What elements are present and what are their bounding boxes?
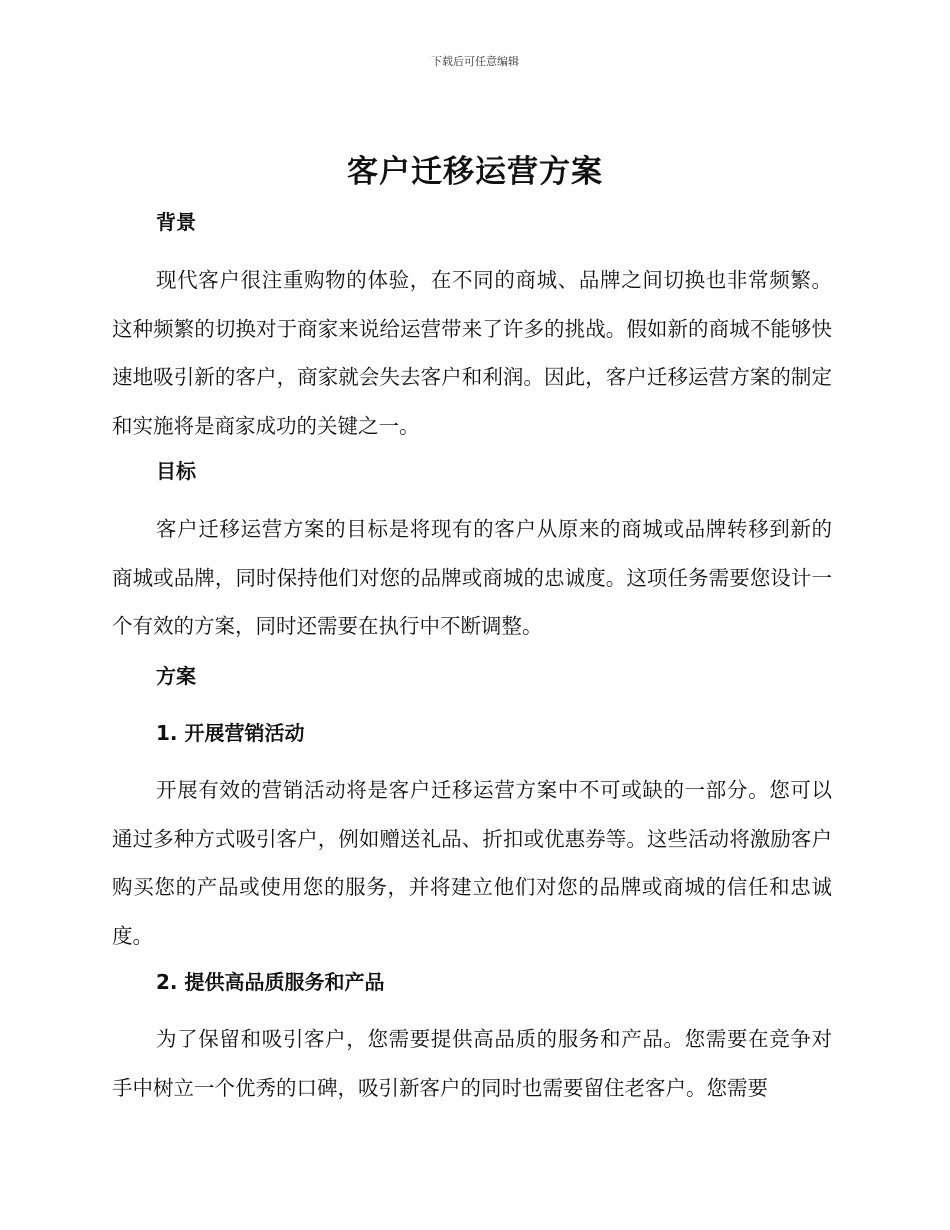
document-title: 客户迁移运营方案 (347, 154, 603, 190)
paragraph-item-2: 为了保留和吸引客户，您需要提供高品质的服务和产品。您需要在竞争对手中树立一个优秀的口碑，吸引新客户的同时也需要留住老客户。您需要 (112, 1027, 832, 1100)
section-heading-background: 背景 (156, 210, 196, 234)
paragraph-goal: 客户迁移运营方案的目标是将现有的客户从原来的商城或品牌转移到新的商城或品牌，同时保持他们对您的品牌或商城的忠诚度。这项任务需要您设计一个有效的方案，同时还需要在执行中不断调整。 (112, 517, 832, 638)
section-heading-goal: 目标 (156, 459, 196, 483)
paragraph-background: 现代客户很注重购物的体验，在不同的商城、品牌之间切换也非常频繁。这种频繁的切换对于商家来说给运营带来了许多的挑战。假如新的商城不能够快速地吸引新的客户，商家就会失去客户和利润。因此，客户迁移运营方案的制定和实施将是商家成功的关键之一。 (112, 268, 832, 438)
section-heading-item-2: 2. 提供高品质服务和产品 (156, 970, 385, 994)
section-heading-plan: 方案 (156, 664, 196, 688)
page-header-note: 下载后可任意编辑 (431, 55, 519, 68)
section-heading-item-1: 1. 开展营销活动 (156, 721, 305, 745)
paragraph-item-1: 开展有效的营销活动将是客户迁移运营方案中不可或缺的一部分。您可以通过多种方式吸引客户，例如赠送礼品、折扣或优惠券等。这些活动将激励客户购买您的产品或使用您的服务，并将建立他们对您的品牌或商城的信任和忠诚度。 (112, 778, 832, 948)
